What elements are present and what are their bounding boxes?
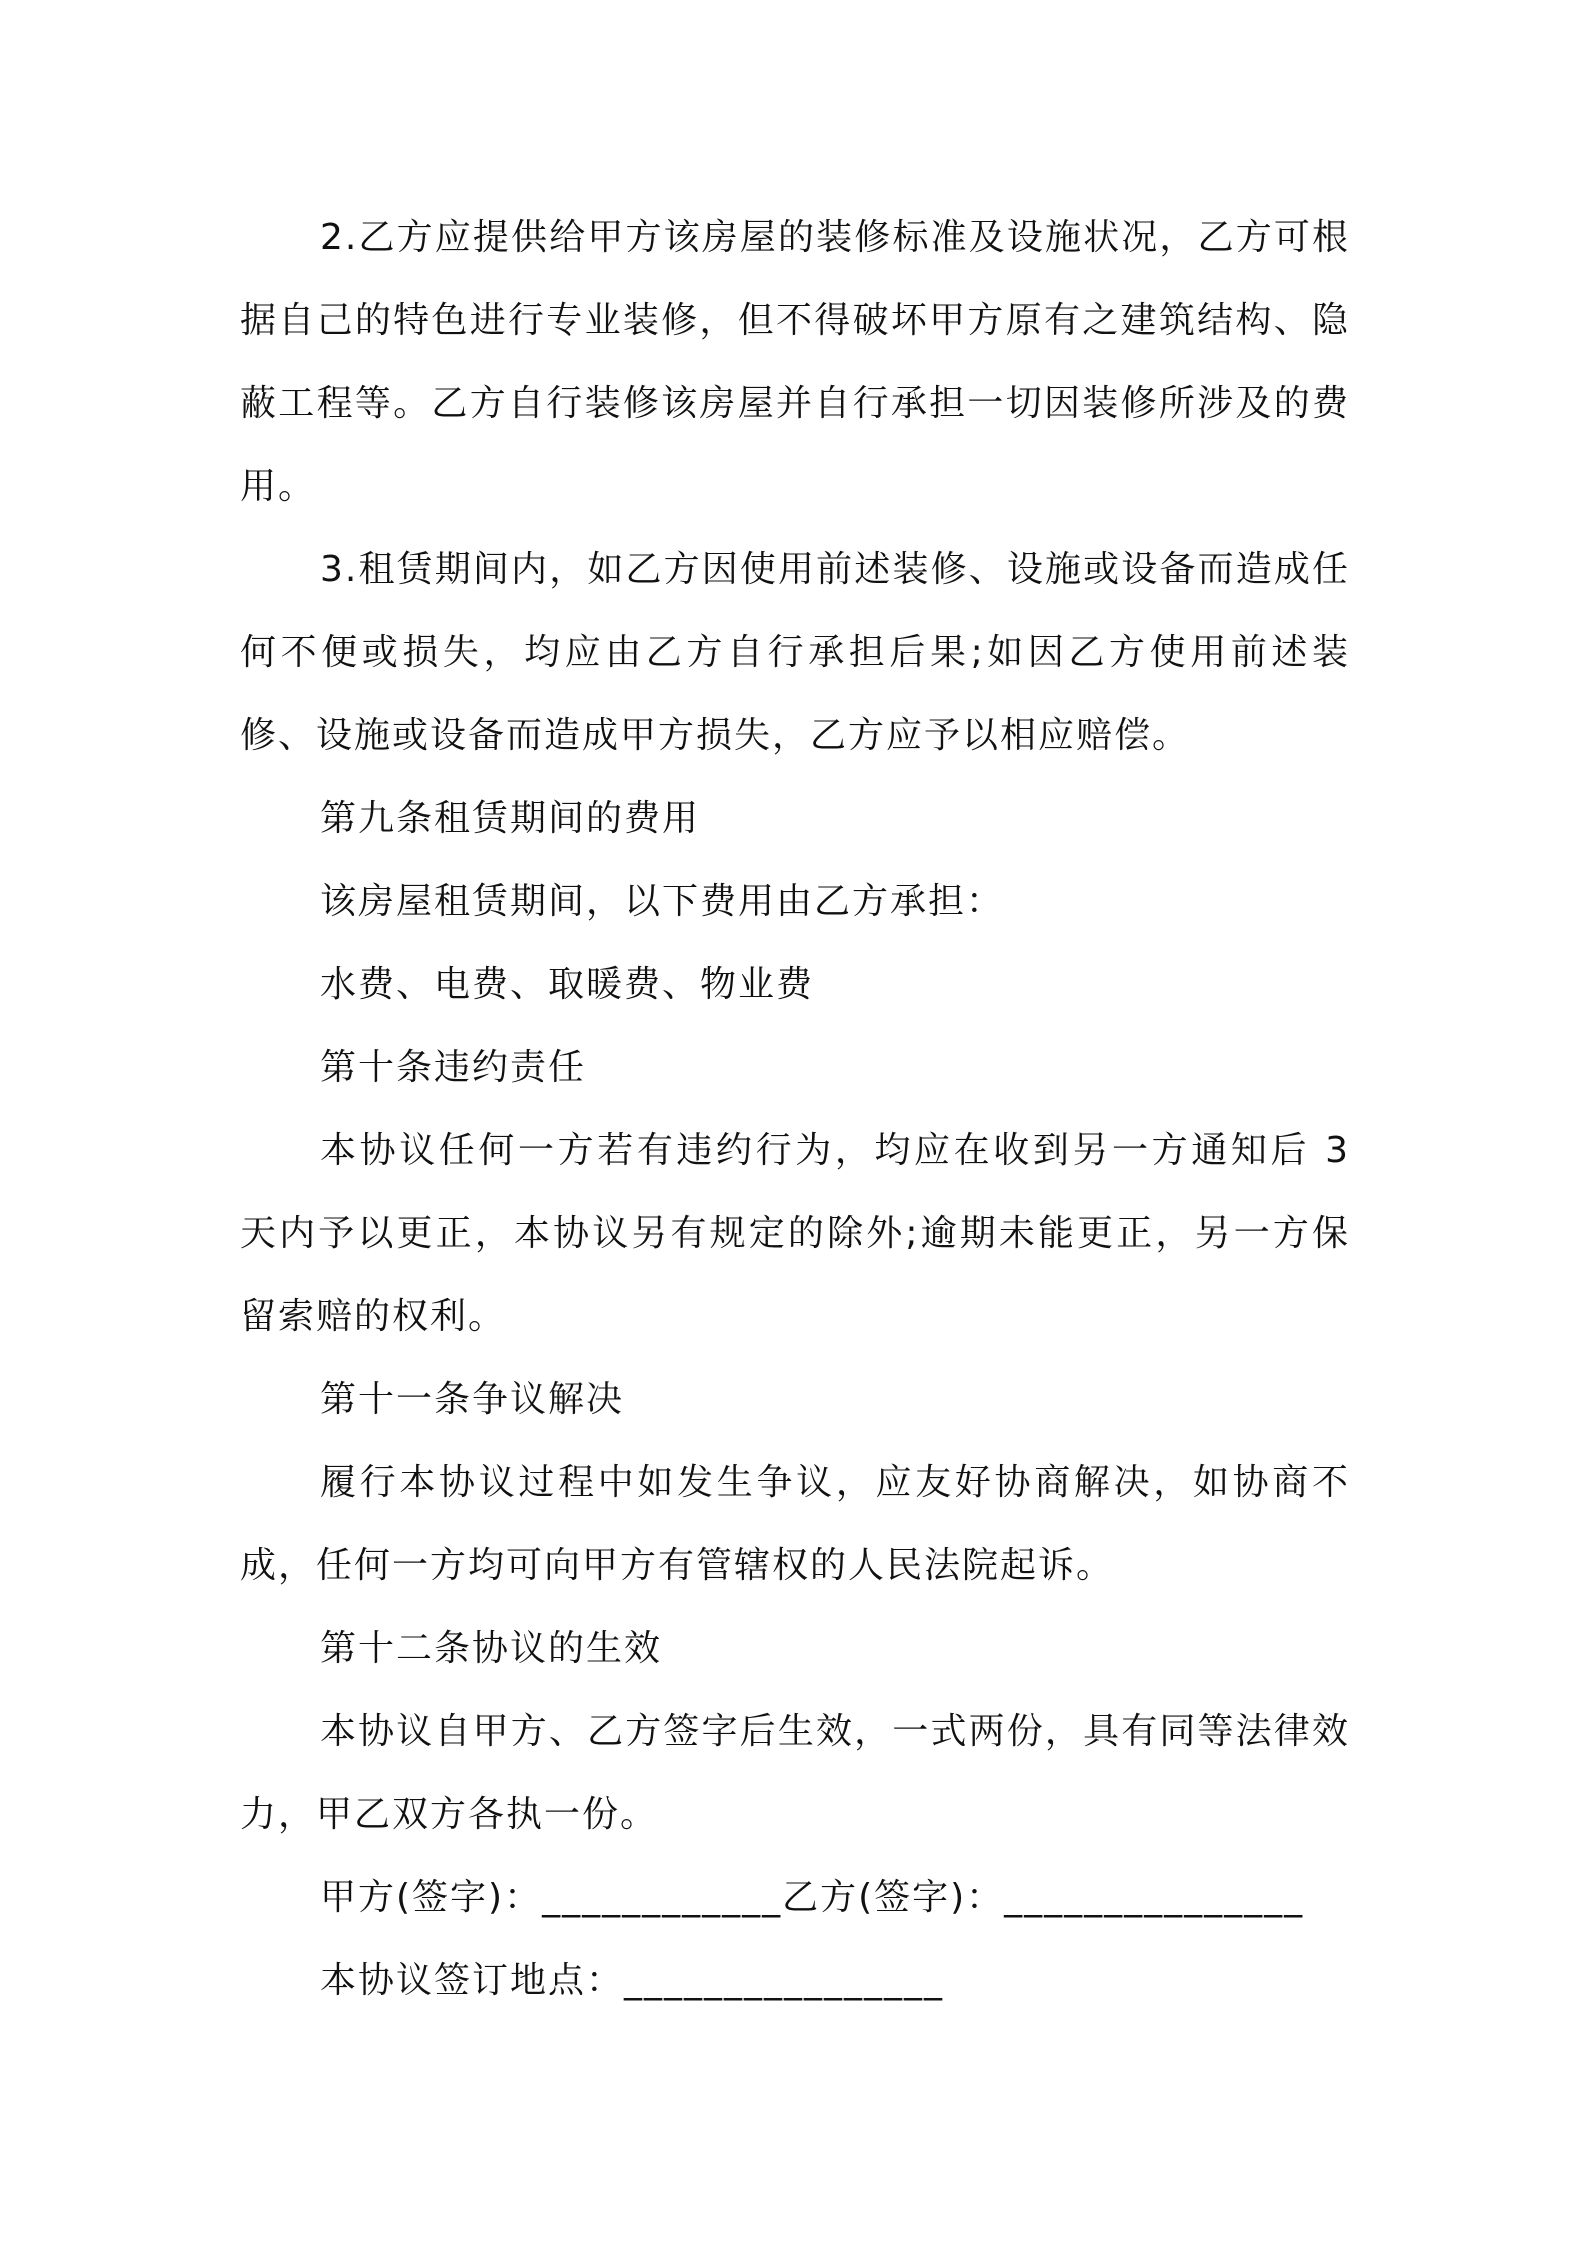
clause-9-intro: 该房屋租赁期间，以下费用由乙方承担： xyxy=(320,881,1005,922)
document-page xyxy=(240,196,1364,2022)
signature-line-parties: 甲方(签字)：____________乙方(签字)：_______________ xyxy=(320,1877,1305,1918)
clause-8-item-2: 2.乙方应提供给甲方该房屋的装修标准及设施状况，乙方可根据自己的特色进行专业装修，但不得破坏甲方原有之建筑结构、隐蔽工程等。乙方自行装修该房屋并自行承担一切因装修所涉及的费用。 xyxy=(240,217,1350,507)
clause-12-heading: 第十二条协议的生效 xyxy=(320,1628,663,1669)
signing-place-line: 本协议签订地点：________________ xyxy=(320,1960,945,2001)
clause-10-heading: 第十条违约责任 xyxy=(320,1047,587,1088)
clause-9-heading: 第九条租赁期间的费用 xyxy=(320,798,701,839)
clause-11-body: 履行本协议过程中如发生争议，应友好协商解决，如协商不成，任何一方均可向甲方有管辖权的人民法院起诉。 xyxy=(240,1462,1350,1586)
clause-9-fees-list: 水费、电费、取暖费、物业费 xyxy=(320,964,815,1005)
clause-10-body: 本协议任何一方若有违约行为，均应在收到另一方通知后 3 天内予以更正，本协议另有规定的除外;逾期未能更正，另一方保留索赔的权利。 xyxy=(240,1130,1364,1337)
clause-12-body: 本协议自甲方、乙方签字后生效，一式两份，具有同等法律效力，甲乙双方各执一份。 xyxy=(240,1711,1350,1835)
clause-8-item-3: 3.租赁期间内，如乙方因使用前述装修、设施或设备而造成任何不便或损失，均应由乙方自行承担后果;如因乙方使用前述装修、设施或设备而造成甲方损失，乙方应予以相应赔偿。 xyxy=(240,549,1350,756)
clause-11-heading: 第十一条争议解决 xyxy=(320,1379,625,1420)
